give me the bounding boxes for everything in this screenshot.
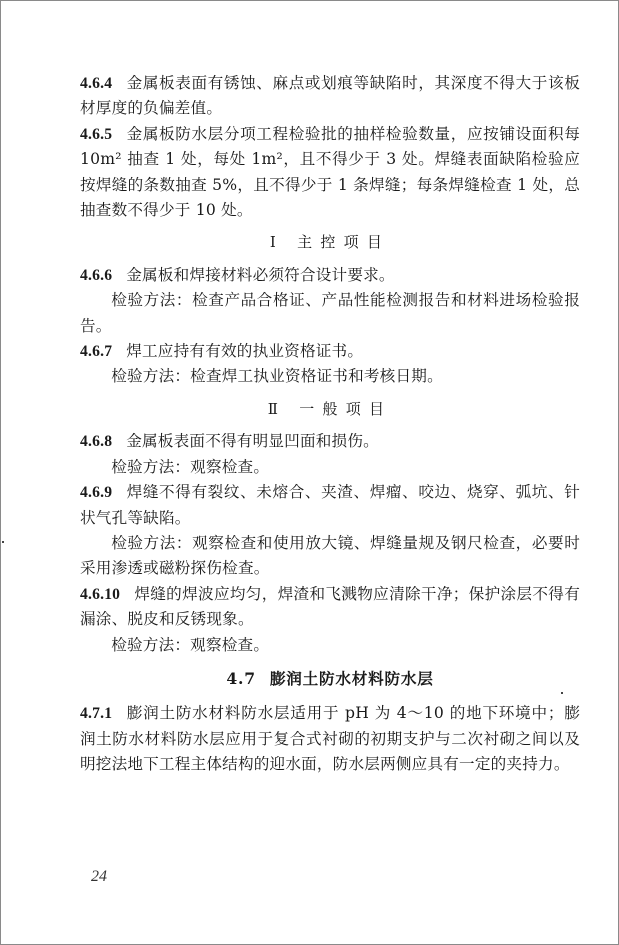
scan-mark xyxy=(561,692,563,694)
clause-number: 4.6.4 xyxy=(80,75,113,92)
clause-4-6-4 xyxy=(80,71,580,122)
section-number: 4.7 xyxy=(226,668,256,688)
clause-text: 金属板表面不得有明显凹面和损伤。 xyxy=(126,432,379,451)
clause-4-6-9 xyxy=(80,480,580,531)
document-body xyxy=(80,71,580,778)
clause-text: 焊缝不得有裂纹、未熔合、夹渣、焊瘤、咬边、烧穿、弧坑、针状气孔等缺陷。 xyxy=(80,483,580,527)
section-title: 膨润土防水材料防水层 xyxy=(269,668,434,688)
inspection-method: 检验方法：检查焊工执业资格证书和考核日期。 xyxy=(111,367,443,386)
clause-number: 4.6.9 xyxy=(80,484,113,502)
section-heading-4-7 xyxy=(80,666,580,691)
page-number: 24 xyxy=(91,868,107,885)
inspection-method: 检验方法：观察检查。 xyxy=(111,635,270,654)
heading-main-items: Ⅰ 主控项目 xyxy=(269,233,391,252)
clause-number: 4.6.5 xyxy=(80,125,113,143)
clause-number: 4.6.7 xyxy=(80,343,113,361)
inspection-method: 检验方法：观察检查和使用放大镜、焊缝量规及钢尺检查，必要时采用渗透或磁粉探伤检查。 xyxy=(80,533,580,578)
clause-4-6-5 xyxy=(80,122,580,224)
clause-number: 4.7.1 xyxy=(80,705,113,723)
clause-4-6-10 xyxy=(80,582,580,633)
clause-number: 4.6.8 xyxy=(80,433,113,451)
clause-number: 4.6.10 xyxy=(80,585,121,603)
clause-text: 焊工应持有有效的执业资格证书。 xyxy=(126,342,364,361)
heading-general-items: Ⅱ 一般项目 xyxy=(267,399,393,418)
clause-4-6-8 xyxy=(80,429,580,454)
clause-4-7-1 xyxy=(80,701,580,777)
clause-number: 4.6.6 xyxy=(80,266,113,284)
inspection-method: 检验方法：检查产品合格证、产品性能检测报告和材料进场检验报告。 xyxy=(80,291,580,335)
clause-text: 膨润土防水材料防水层适用于 pH 为 4～10 的地下环境中；膨润土防水材料防水层应用于复合式衬砌的初期支护与二次衬砌之间以及明挖法地下工程主体结构的迎水面，防水层两侧应具有一定的夹持力。 xyxy=(80,704,580,774)
clause-text: 金属板表面有锈蚀、麻点或划痕等缺陷时，其深度不得大于该板材厚度的负偏差值。 xyxy=(80,74,580,118)
clause-4-6-6 xyxy=(80,263,580,288)
clause-text: 焊缝的焊波应均匀，焊渣和飞溅物应清除干净；保护涂层不得有漏涂、脱皮和反锈现象。 xyxy=(80,584,580,629)
clause-text: 金属板防水层分项工程检验批的抽样检验数量，应按铺设面积每 10m² 抽查 1 处，每处 1m²，且不得少于 3 处。焊缝表面缺陷检验应按焊缝的条数抽查 5%，且不得少于 1 条焊缝；每条焊缝检查 1 处，总抽查数不得少于 10 处。 xyxy=(80,124,580,220)
inspection-method: 检验方法：观察检查。 xyxy=(111,457,270,476)
clause-4-6-7 xyxy=(80,339,580,364)
scan-mark xyxy=(2,541,4,543)
clause-text: 金属板和焊接材料必须符合设计要求。 xyxy=(126,265,395,284)
